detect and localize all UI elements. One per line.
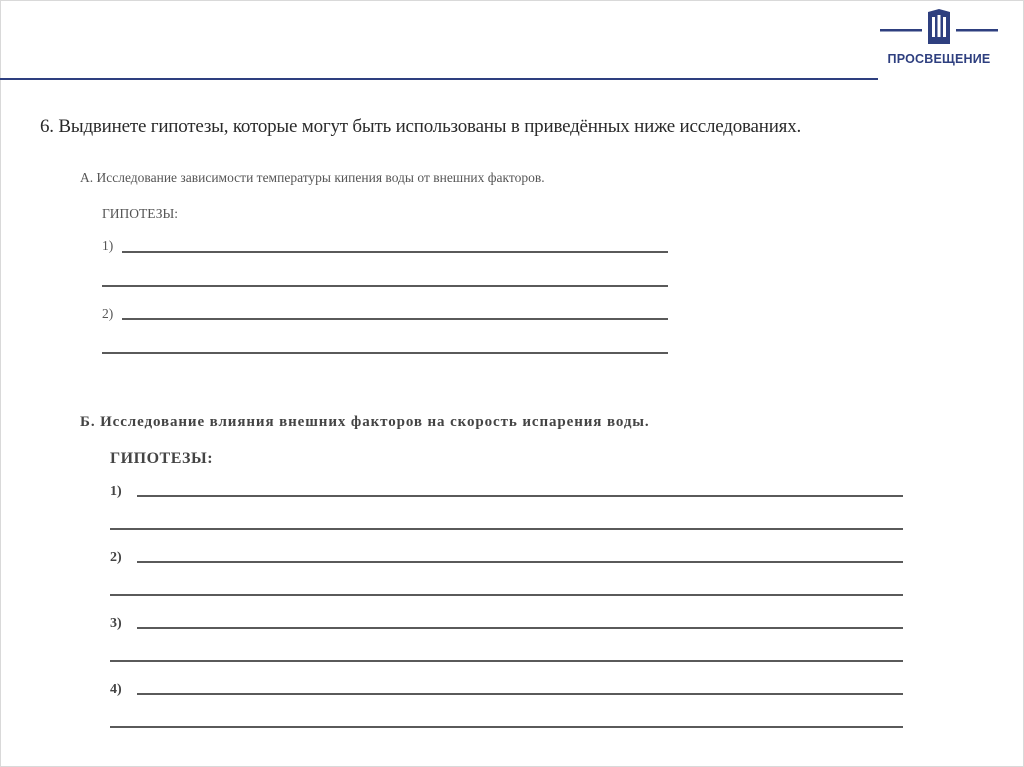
section-b-answer-line[interactable] <box>110 528 903 530</box>
section-b-hypotheses-label: ГИПОТЕЗЫ: <box>110 450 214 467</box>
section-a-answer-line[interactable] <box>122 318 668 320</box>
section-a-answer-line[interactable] <box>102 285 668 287</box>
section-a-heading: А. Исследование зависимости температуры кипения воды от внешних факторов. <box>80 170 545 185</box>
section-a-answer-line[interactable] <box>122 251 668 253</box>
section-b-answer-line[interactable] <box>110 594 903 596</box>
section-b-answer-line[interactable] <box>137 561 903 563</box>
section-b-answer-line[interactable] <box>137 495 903 497</box>
section-b-item-number: 2) <box>110 550 122 565</box>
section-b-heading: Б. Исследование влияния внешних факторов на скорость испарения воды. <box>80 414 650 430</box>
section-a-item-number: 2) <box>102 306 114 321</box>
header-divider <box>0 78 878 80</box>
section-b-answer-line[interactable] <box>110 726 903 728</box>
publisher-logo <box>876 8 1002 70</box>
section-a-item-number: 1) <box>102 238 114 253</box>
section-b-item-number: 1) <box>110 484 122 499</box>
section-a-hypotheses-label: ГИПОТЕЗЫ: <box>102 206 178 221</box>
task-title: 6. Выдвинете гипотезы, которые могут быть использованы в приведённых ниже исследованиях. <box>40 116 802 137</box>
section-a-answer-line[interactable] <box>102 352 668 354</box>
section-b-item-number: 3) <box>110 616 122 631</box>
logo-text: ПРОСВЕЩЕНИЕ <box>887 52 991 66</box>
section-b-answer-line[interactable] <box>110 660 903 662</box>
section-b-answer-line[interactable] <box>137 627 903 629</box>
section-b-answer-line[interactable] <box>137 693 903 695</box>
prosveshchenie-logo-icon <box>876 8 1002 48</box>
section-b-item-number: 4) <box>110 682 122 697</box>
